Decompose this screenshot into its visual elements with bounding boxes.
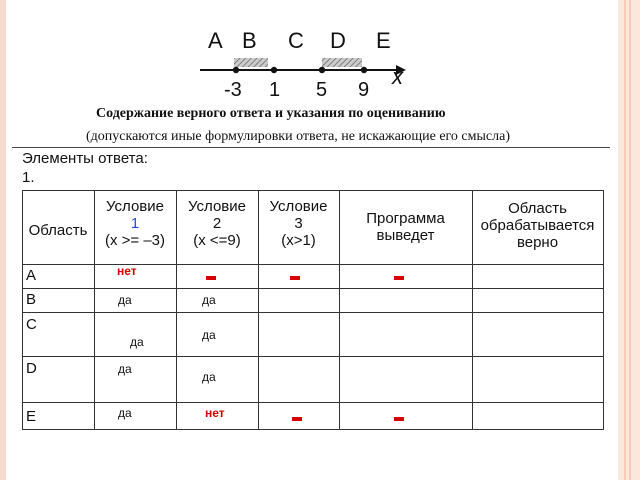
header-area: Область	[28, 222, 88, 239]
axis-label-x: x	[392, 64, 403, 89]
region-letter-c: C	[288, 28, 304, 53]
cell-c-cond1: да	[130, 335, 144, 349]
answer-table	[22, 190, 604, 430]
point-5	[319, 67, 325, 73]
row-label-e: E	[26, 408, 37, 425]
cell-a-cond1: нет	[117, 264, 137, 278]
tick-label-5: 5	[316, 79, 328, 101]
cell-a-cond3-dash	[290, 276, 300, 280]
region-letter-a: A	[208, 28, 223, 53]
page-title: Содержание верного ответа и указания по оцениванию	[96, 106, 446, 121]
page-subtitle: (допускаются иные формулировки ответа, не искажающие его смысла)	[86, 129, 510, 144]
section-number: 1.	[22, 169, 35, 186]
cell-e-cond2: нет	[205, 406, 225, 420]
cell-e-cond1: да	[118, 406, 132, 420]
header-condition-2: Условие 2 (x <=9)	[188, 198, 246, 249]
tick-label-9: 9	[358, 79, 370, 101]
cell-a-cond2-dash	[206, 276, 216, 280]
point-9	[361, 67, 367, 73]
row-label-b: B	[26, 291, 37, 308]
section-label: Элементы ответа:	[22, 150, 148, 167]
cell-b-cond2: да	[202, 293, 216, 307]
header-condition-1: Условие 1 (x >= –3)	[104, 198, 166, 249]
hatched-interval-1	[234, 58, 268, 67]
tick-label-minus-3: -3	[224, 79, 242, 101]
cell-c-cond2: да	[202, 328, 216, 342]
cell-d-cond1: да	[118, 362, 132, 376]
cell-e-output-dash	[394, 417, 404, 421]
hatched-interval-2	[322, 58, 362, 67]
point-1	[271, 67, 277, 73]
number-line	[196, 28, 416, 104]
header-program-output: Программа выведет	[366, 210, 445, 244]
slide-right-decoration	[618, 0, 640, 480]
row-label-a: A	[26, 267, 37, 284]
header-handled-correctly: Область обрабатывается верно	[480, 200, 595, 251]
point-minus-3	[233, 67, 239, 73]
slide-left-border	[0, 0, 6, 480]
cell-b-cond1: да	[118, 293, 132, 307]
header-condition-3: Условие 3 (x>1)	[269, 198, 328, 249]
row-label-d: D	[26, 360, 37, 377]
cell-e-cond3-dash	[292, 417, 302, 421]
region-letter-d: D	[330, 28, 346, 53]
row-label-c: C	[26, 316, 37, 333]
region-letter-e: E	[376, 28, 391, 53]
divider	[12, 147, 610, 148]
region-letter-b: B	[242, 28, 257, 53]
cell-a-output-dash	[394, 276, 404, 280]
tick-label-1: 1	[269, 79, 281, 101]
cell-d-cond2: да	[202, 370, 216, 384]
